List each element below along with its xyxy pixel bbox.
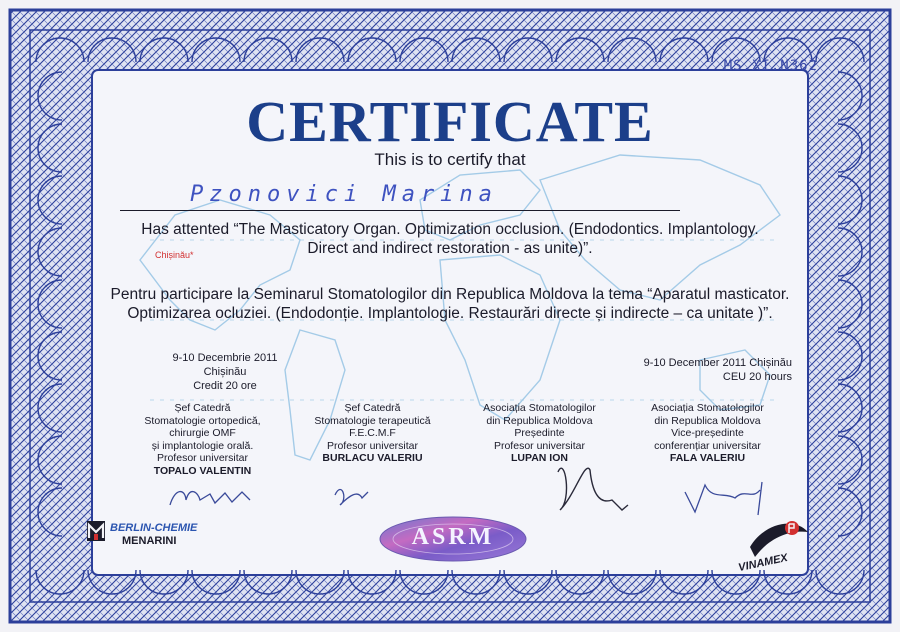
romanian-line-1: Pentru participare la Seminarul Stomatologilor din Republica Moldova la tema “Aparatul masticator. — [110, 286, 790, 303]
english-attendance-text — [100, 220, 800, 258]
signatory-line: Stomatologie ortopedică, — [144, 414, 261, 427]
date-romanian-line-2: Credit 20 ore — [193, 380, 257, 392]
signatory-block — [125, 402, 280, 477]
vinamex-label: VINAMEX — [737, 551, 789, 575]
english-line-2: Direct and indirect restoration - as unite)”. — [307, 240, 593, 257]
date-romanian — [150, 351, 300, 393]
signatory-name: TOPALO VALENTIN — [153, 464, 252, 477]
date-romanian-line-1: 9-10 Decembrie 2011 Chișinău — [172, 352, 278, 378]
berlin-chemie-label: BERLIN-CHEMIE — [110, 522, 198, 534]
menarini-label: MENARINI — [122, 535, 177, 547]
signatory-line: Vice-președinte — [671, 427, 744, 439]
signatory-line: F.E.C.M.F — [349, 427, 396, 439]
signatory-line: Profesor universitar — [156, 452, 249, 464]
signatory-block — [630, 402, 785, 465]
romanian-participation-text — [100, 285, 800, 323]
signatory-name: LUPAN ION — [511, 452, 568, 464]
signatory-line: Profesor universitar — [326, 439, 419, 452]
romanian-line-2: Optimizarea ocluziei. (Endodonție. Implantologie. Restaurări directe și indirecte – ca unitate )”. — [127, 305, 773, 322]
signatory-line: Profesor universitar — [493, 439, 586, 452]
signatory-block — [295, 402, 450, 465]
date-english-line-2: CEU 20 hours — [722, 371, 792, 383]
certify-subtitle: This is to certify that — [374, 150, 526, 169]
signatory-line: Asociația Stomatologilor — [651, 402, 764, 414]
signatory-line: din Republica Moldova — [486, 414, 593, 427]
signatory-line: din Republica Moldova — [654, 414, 761, 427]
reference-number: MS.XI.N362 — [723, 58, 818, 74]
berlin-chemie-logo-icon — [86, 520, 106, 542]
signatory-line: Șef Catedră — [174, 402, 231, 414]
name-underline — [120, 210, 680, 211]
date-english-line-1: 9-10 December 2011 Chișinău — [643, 357, 792, 369]
signatory-line: Președinte — [514, 427, 565, 439]
signatory-line: și implantologie orală. — [151, 439, 254, 452]
signatory-line: Stomatologie terapeutică — [314, 414, 431, 427]
signatory-line: Șef Catedră — [344, 402, 401, 414]
signatory-line: chirurgie OMF — [169, 427, 236, 439]
certificate-title: CERTIFICATE — [246, 89, 654, 154]
signatory-line: conferențiar universitar — [654, 439, 761, 452]
english-line-1: Has attented “The Masticatory Organ. Optimization occlusion. (Endodontics. Implantology. — [141, 221, 759, 238]
city-label: Chișinău — [155, 250, 191, 260]
signatory-name: FALA VALERIU — [669, 452, 746, 464]
asrm-label: ASRM — [411, 524, 495, 550]
city-stamp: Chișinău* — [155, 250, 194, 260]
signatory-name: BURLACU VALERIU — [322, 452, 423, 464]
date-english — [612, 356, 792, 384]
recipient-name: Pzonovici Marina — [190, 182, 498, 207]
signatory-block — [462, 402, 617, 465]
signatory-line: Asociația Stomatologilor — [483, 402, 596, 414]
